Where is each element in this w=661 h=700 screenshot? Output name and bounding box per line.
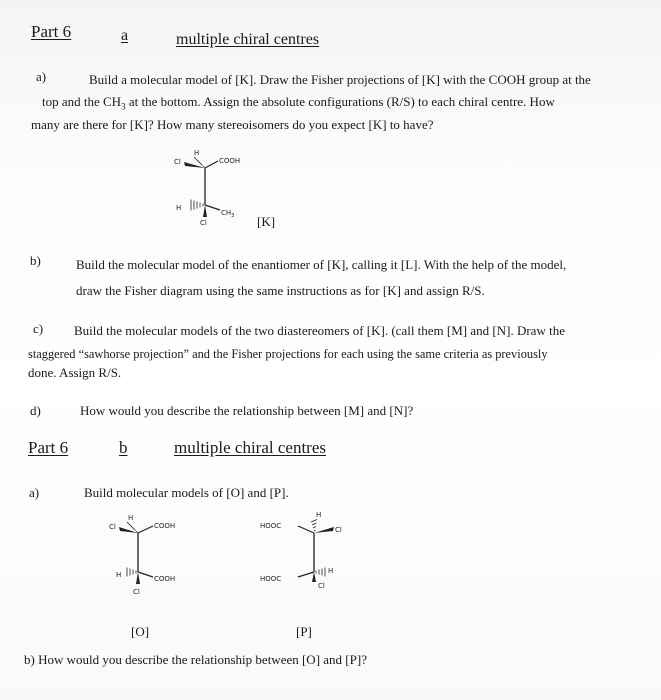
- atom-cl-bottom: Cl: [200, 219, 207, 227]
- hash-bond-h-bottom: [191, 200, 203, 211]
- question-a-label: a): [36, 69, 47, 84]
- hash-bond-h-top: [311, 520, 317, 532]
- atom-h-bottom: H: [176, 204, 182, 212]
- molecule-o-label: [O]: [131, 624, 150, 639]
- question-d-label: d): [30, 403, 41, 418]
- atom-h-top: H: [194, 149, 200, 157]
- atom-h-top: H: [128, 514, 134, 522]
- atom-cl-top: Cl: [174, 158, 181, 166]
- atom-cl-bottom: Cl: [133, 588, 140, 596]
- molecule-p-label: [P]: [296, 624, 312, 639]
- group-cooh-top: COOH: [154, 522, 176, 530]
- atom-h-top: H: [316, 511, 322, 519]
- question-a-line1: Build a molecular model of [K]. Draw the Fisher projections of [K] with the COOH group at the: [89, 72, 591, 87]
- question-b-line1: Build the molecular model of the enantiomer of [K], calling it [L]. With the help of the model,: [76, 257, 567, 272]
- question-a2-line1: Build molecular models of [O] and [P].: [84, 485, 289, 500]
- wedge-bond-cl-bottom: [203, 205, 207, 217]
- question-c-label: c): [33, 321, 44, 336]
- atom-h-bottom: H: [328, 567, 334, 575]
- atom-cl-top: Cl: [109, 523, 116, 531]
- group-hooc-top: HOOC: [260, 522, 282, 530]
- molecule-o-structure: [108, 505, 218, 600]
- molecule-k-structure: [160, 140, 270, 230]
- part-letter: a: [121, 27, 129, 44]
- question-a2-label: a): [29, 485, 40, 500]
- question-c-line3: done. Assign R/S.: [28, 365, 122, 380]
- part-letter-b: b: [119, 438, 128, 457]
- question-a-line2: top and the $CH_3$ at the bottom. Assign the absolute configurations (R/S) to each chiral centre. How: [42, 94, 555, 112]
- part-title: multiple chiral centres: [176, 31, 320, 48]
- atom-h-bottom: H: [116, 571, 122, 579]
- molecule-k-label: [K]: [257, 214, 276, 229]
- bond-cooh-top: [138, 526, 153, 533]
- atom-cl-bottom: Cl: [318, 582, 325, 590]
- molecule-p-structure: [250, 505, 360, 600]
- group-cooh-bottom: COOH: [154, 575, 176, 583]
- atom-cl-top: Cl: [335, 526, 342, 534]
- bond-ch3: [205, 205, 220, 210]
- wedge-bond-cl-top: [314, 527, 334, 533]
- bond-hooc-top: [298, 526, 314, 533]
- wedge-bond-cl-bottom: [312, 572, 316, 582]
- bond-cooh: [205, 161, 218, 168]
- bond-hooc-bottom: [298, 572, 314, 577]
- group-cooh: COOH: [219, 157, 241, 165]
- part-heading: Part 6: [31, 22, 72, 41]
- part-heading-b: Part 6: [28, 438, 69, 457]
- group-ch3: $CH_3$: [221, 209, 235, 219]
- hash-bond-h-bottom: [127, 568, 136, 577]
- question-c-line1: Build the molecular models of the two diastereomers of [K]. (call them [M] and [N]. Draw the: [74, 323, 565, 338]
- bond-cooh-bottom: [138, 572, 153, 577]
- group-hooc-bottom: HOOC: [260, 575, 282, 583]
- question-b2-line1: b) How would you describe the relationship between [O] and [P]?: [24, 652, 367, 667]
- question-b-line2: draw the Fisher diagram using the same instructions as for [K] and assign R/S.: [76, 283, 485, 298]
- question-b-label: b): [30, 253, 41, 268]
- hash-bond-h-bottom: [316, 568, 325, 577]
- question-c-line2: staggered “sawhorse projection” and the Fisher projections for each using the same criteria as previously: [28, 347, 548, 361]
- wedge-bond-cl-bottom: [136, 572, 140, 584]
- question-d-line1: How would you describe the relationship between [M] and [N]?: [80, 403, 414, 418]
- question-a-line3: many are there for [K]? How many stereoisomers do you expect [K] to have?: [31, 117, 434, 132]
- part-title-b: multiple chiral centres: [174, 438, 326, 457]
